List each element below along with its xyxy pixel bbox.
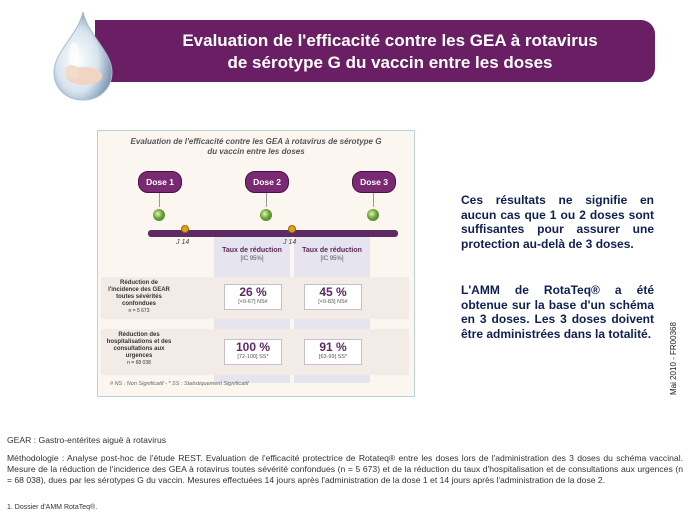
methodology-text: Méthodologie : Analyse post-hoc de l'étude REST. Evaluation de l'efficacité protectrice de Rotateq® entre les doses lors de l'administration des 3 doses du schéma vaccinal. Mesure de la réduction de l'incidence des GEA à rotavirus toutes sévérité confondues (n = 5 673) et de la réduction du taux d'hospitalisation et de consultations aux urgences (n = 68 038), dues par les sérotypes G du vaccin. Mesures effectuées 14 jours après l'administration de la dose 1 et 14 jours après l'administration de la dose 2.	[7, 453, 683, 486]
page-title-line1: Evaluation de l'efficacité contre les GEA à rotavirus	[182, 31, 598, 50]
value-box: 26 % [<0-67] NS#	[224, 284, 282, 310]
baby-droplet-logo	[48, 10, 118, 102]
value-box: 45 % [<0-83] NS#	[304, 284, 362, 310]
conclusion-paragraph-2: L'AMM de RotaTeq® a été obtenue sur la base d'un schéma en 3 doses. Les 3 doses doivent être administrées dans la totalité.	[461, 283, 654, 341]
row-label-incidence: Réduction de l'incidence des GEAR toutes sévérités confondues n = 5 673	[108, 280, 170, 314]
value-box: 91 % [63-99] SS*	[304, 339, 362, 365]
figure-title-line1: Evaluation de l'efficacité contre les GEA à rotavirus de sérotype G	[130, 137, 382, 146]
row-label-hospitalisations: Réduction des hospitalisations et des consultations aux urgences n = 68 038	[106, 332, 172, 366]
document-code: Mai 2010 - FR00368	[669, 322, 678, 395]
reference: 1. Dossier d'AMM RotaTeq®.	[7, 504, 98, 511]
tick	[159, 193, 160, 207]
figure-title-line2: du vaccin entre les doses	[207, 147, 305, 156]
gear-definition: GEAR : Gastro-entérites aiguë à rotavirus	[7, 435, 167, 445]
j14-label-1: J 14	[176, 239, 190, 246]
j14-marker	[181, 225, 189, 233]
conclusion-paragraph-1: Ces résultats ne signifie en aucun cas que 1 ou 2 doses sont suffisantes pour assurer une protection au-delà de 3 doses.	[461, 193, 654, 251]
tick	[266, 193, 267, 207]
tick	[373, 193, 374, 207]
globe-icon	[260, 209, 272, 221]
globe-icon	[367, 209, 379, 221]
efficacy-figure	[97, 130, 415, 397]
header-banner	[95, 20, 655, 82]
column-header-1: Taux de réduction [IC 95%]	[222, 247, 282, 262]
dose-1-badge: Dose 1	[138, 171, 182, 193]
value-box: 100 % [72-100] SS*	[224, 339, 282, 365]
page-title-line2: de sérotype G du vaccin entre les doses	[227, 53, 553, 72]
dose-3-badge: Dose 3	[352, 171, 396, 193]
j14-label-2: J 14	[283, 239, 297, 246]
dose-2-badge: Dose 2	[245, 171, 289, 193]
j14-marker	[288, 225, 296, 233]
column-header-2: Taux de réduction [IC 95%]	[302, 247, 362, 262]
figure-footnote: # NS : Non Significatif - * SS : Statistiquement Significatif	[110, 381, 249, 387]
globe-icon	[153, 209, 165, 221]
